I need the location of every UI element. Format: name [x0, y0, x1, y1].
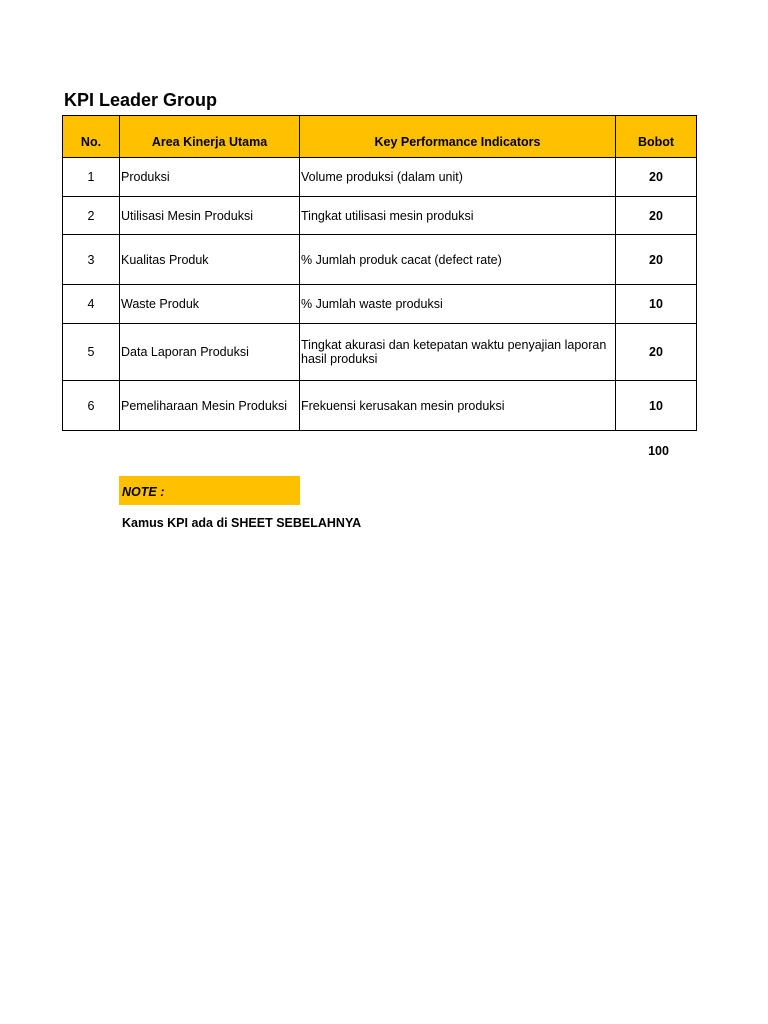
table-row	[63, 285, 697, 324]
row-bobot: 10	[616, 381, 697, 431]
row-no: 5	[63, 324, 120, 381]
bobot-total: 100	[648, 444, 669, 458]
row-kpi: % Jumlah waste produksi	[300, 285, 616, 324]
row-kpi: % Jumlah produk cacat (defect rate)	[300, 235, 616, 285]
table-row	[63, 324, 697, 381]
row-bobot: 10	[616, 285, 697, 324]
kpi-table	[62, 115, 697, 431]
row-kpi: Tingkat akurasi dan ketepatan waktu penyajian laporan hasil produksi	[300, 324, 616, 381]
row-area: Utilisasi Mesin Produksi	[120, 197, 300, 235]
row-kpi: Tingkat utilisasi mesin produksi	[300, 197, 616, 235]
row-no: 2	[63, 197, 120, 235]
header-kpi: Key Performance Indicators	[300, 116, 616, 158]
row-bobot: 20	[616, 158, 697, 197]
row-area: Waste Produk	[120, 285, 300, 324]
row-kpi: Volume produksi (dalam unit)	[300, 158, 616, 197]
note-label: NOTE :	[119, 476, 300, 505]
row-no: 1	[63, 158, 120, 197]
table-row	[63, 235, 697, 285]
header-no: No.	[63, 116, 120, 158]
header-bobot: Bobot	[616, 116, 697, 158]
row-bobot: 20	[616, 324, 697, 381]
table-row	[63, 381, 697, 431]
table-header-row	[63, 116, 697, 158]
row-area: Kualitas Produk	[120, 235, 300, 285]
note-text: Kamus KPI ada di SHEET SEBELAHNYA	[122, 516, 362, 530]
row-area: Pemeliharaan Mesin Produksi	[120, 381, 300, 431]
header-area: Area Kinerja Utama	[120, 116, 300, 158]
row-no: 6	[63, 381, 120, 431]
table-row	[63, 197, 697, 235]
row-kpi: Frekuensi kerusakan mesin produksi	[300, 381, 616, 431]
row-area: Produksi	[120, 158, 300, 197]
row-no: 4	[63, 285, 120, 324]
page-title: KPI Leader Group	[64, 90, 218, 110]
row-bobot: 20	[616, 197, 697, 235]
table-row	[63, 158, 697, 197]
row-bobot: 20	[616, 235, 697, 285]
row-no: 3	[63, 235, 120, 285]
row-area: Data Laporan Produksi	[120, 324, 300, 381]
